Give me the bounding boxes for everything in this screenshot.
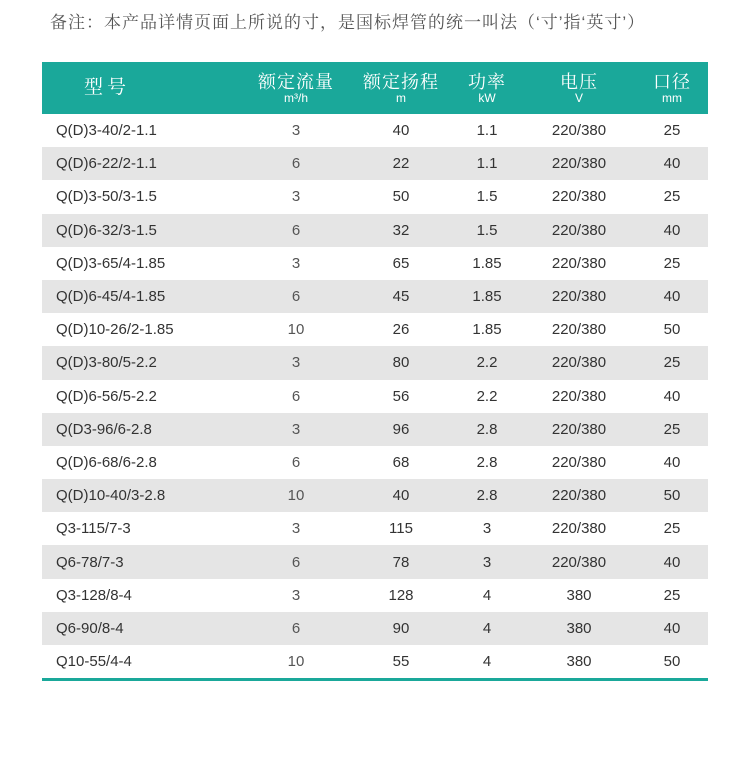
cell-voltage: 220/380	[551, 553, 607, 571]
cell-voltage: 220/380	[551, 354, 607, 372]
cell-flow: 3	[291, 188, 301, 206]
cell-flow: 6	[291, 453, 301, 471]
cell-caliber: 40	[663, 619, 681, 637]
cell-model: Q(D)6-56/5-2.2	[56, 387, 157, 405]
cell-caliber: 25	[663, 520, 681, 538]
cell-flow: 3	[291, 122, 301, 140]
cell-head: 90	[392, 619, 410, 637]
cell-model: Q(D)3-50/3-1.5	[56, 188, 157, 206]
cell-head: 128	[388, 586, 414, 604]
cell-power: 3	[482, 520, 492, 538]
cell-voltage: 220/380	[551, 122, 607, 140]
note-text: 备注：本产品详情页面上所说的寸，是国标焊管的统一叫法（‘寸’指‘英寸’）	[50, 13, 646, 32]
cell-voltage: 220/380	[551, 487, 607, 505]
cell-head: 115	[389, 520, 413, 538]
spec-table-container	[42, 62, 708, 681]
cell-caliber: 25	[663, 354, 681, 372]
cell-voltage: 220/380	[551, 321, 607, 339]
header-power-unit: kW	[478, 91, 496, 105]
table-row	[42, 380, 708, 413]
table-row	[42, 280, 708, 313]
table-row	[42, 645, 708, 678]
cell-head: 40	[392, 122, 410, 140]
spec-table	[42, 62, 708, 678]
cell-flow: 6	[291, 288, 301, 306]
cell-model: Q(D)6-22/2-1.1	[56, 155, 157, 173]
cell-head: 40	[392, 487, 410, 505]
cell-model: Q(D)10-26/2-1.85	[56, 321, 174, 339]
cell-model: Q6-78/7-3	[56, 553, 124, 571]
table-header	[42, 62, 708, 114]
cell-head: 78	[392, 553, 410, 571]
header-flow	[242, 62, 350, 114]
cell-power: 1.5	[476, 188, 498, 206]
header-voltage	[522, 62, 636, 114]
table-row	[42, 346, 708, 379]
header-caliber	[636, 62, 708, 114]
table-row	[42, 147, 708, 180]
cell-flow: 6	[291, 553, 301, 571]
header-flow-label: 额定流量	[258, 72, 334, 92]
cell-head: 65	[392, 254, 410, 272]
cell-voltage: 220/380	[551, 387, 607, 405]
cell-flow: 6	[291, 155, 301, 173]
cell-voltage: 220/380	[551, 520, 607, 538]
cell-head: 32	[392, 221, 410, 239]
cell-voltage: 220/380	[551, 288, 607, 306]
cell-caliber: 50	[663, 321, 681, 339]
cell-caliber: 40	[663, 288, 681, 306]
cell-power: 1.85	[472, 254, 502, 272]
cell-power: 2.8	[476, 487, 498, 505]
cell-caliber: 25	[663, 420, 681, 438]
cell-flow: 6	[291, 387, 301, 405]
cell-head: 55	[392, 653, 410, 671]
cell-head: 96	[392, 420, 410, 438]
header-model	[42, 62, 242, 114]
header-voltage-unit: V	[574, 91, 583, 105]
header-head-label: 额定扬程	[363, 72, 439, 92]
table-row	[42, 247, 708, 280]
header-power	[452, 62, 522, 114]
header-head-unit: m	[396, 91, 406, 105]
cell-flow: 10	[287, 653, 305, 671]
cell-voltage: 220/380	[551, 221, 607, 239]
cell-power: 1.1	[476, 155, 498, 173]
cell-caliber: 25	[663, 254, 681, 272]
cell-flow: 6	[291, 619, 301, 637]
cell-power: 4	[482, 653, 492, 671]
cell-power: 2.2	[476, 354, 498, 372]
cell-voltage: 380	[566, 653, 592, 671]
cell-model: Q(D3-96/6-2.8	[56, 420, 152, 438]
cell-voltage: 220/380	[551, 254, 607, 272]
cell-power: 4	[482, 619, 492, 637]
cell-caliber: 25	[663, 122, 681, 140]
header-caliber-label: 口径	[653, 72, 691, 92]
cell-flow: 3	[291, 586, 301, 604]
cell-model: Q(D)3-65/4-1.85	[56, 254, 166, 272]
cell-caliber: 25	[663, 586, 681, 604]
cell-power: 2.8	[476, 420, 498, 438]
cell-model: Q3-128/8-4	[56, 586, 132, 604]
cell-power: 4	[482, 586, 492, 604]
cell-voltage: 380	[566, 619, 592, 637]
table-row	[42, 114, 708, 147]
cell-power: 3	[482, 553, 492, 571]
cell-caliber: 40	[663, 453, 681, 471]
cell-flow: 10	[287, 321, 305, 339]
table-row	[42, 313, 708, 346]
cell-voltage: 220/380	[551, 188, 607, 206]
table-row	[42, 479, 708, 512]
cell-flow: 3	[291, 520, 301, 538]
cell-flow: 3	[291, 254, 301, 272]
cell-caliber: 40	[663, 155, 681, 173]
table-row	[42, 579, 708, 612]
cell-voltage: 220/380	[551, 453, 607, 471]
header-flow-unit: m³/h	[284, 91, 308, 105]
cell-flow: 3	[291, 354, 301, 372]
table-row	[42, 512, 708, 545]
cell-flow: 6	[291, 221, 301, 239]
header-head	[350, 62, 452, 114]
table-row	[42, 545, 708, 578]
cell-voltage: 220/380	[551, 420, 607, 438]
cell-power: 2.2	[476, 387, 498, 405]
cell-head: 56	[392, 387, 410, 405]
header-model-label: 型号	[84, 77, 131, 98]
cell-model: Q(D)6-32/3-1.5	[56, 221, 157, 239]
cell-model: Q(D)10-40/3-2.8	[56, 487, 166, 505]
cell-power: 1.5	[476, 221, 498, 239]
cell-model: Q(D)3-40/2-1.1	[56, 122, 157, 140]
cell-head: 45	[392, 288, 410, 306]
table-row	[42, 180, 708, 213]
table-row	[42, 446, 708, 479]
table-row	[42, 413, 708, 446]
cell-flow: 3	[291, 420, 301, 438]
cell-caliber: 50	[663, 653, 681, 671]
cell-power: 2.8	[476, 453, 498, 471]
table-bottom-border	[42, 678, 708, 681]
table-body	[42, 114, 708, 678]
header-row	[42, 62, 708, 114]
table-row	[42, 214, 708, 247]
cell-head: 22	[392, 155, 410, 173]
cell-caliber: 40	[663, 221, 681, 239]
cell-caliber: 40	[663, 553, 681, 571]
cell-model: Q(D)6-45/4-1.85	[56, 288, 166, 306]
cell-model: Q(D)3-80/5-2.2	[56, 354, 157, 372]
cell-caliber: 25	[663, 188, 681, 206]
cell-voltage: 380	[566, 586, 592, 604]
header-power-label: 功率	[468, 72, 506, 92]
cell-model: Q10-55/4-4	[56, 653, 132, 671]
cell-power: 1.85	[472, 288, 502, 306]
cell-voltage: 220/380	[551, 155, 607, 173]
cell-power: 1.1	[476, 122, 498, 140]
cell-model: Q6-90/8-4	[56, 619, 124, 637]
cell-model: Q3-115/7-3	[56, 520, 131, 538]
cell-power: 1.85	[472, 321, 502, 339]
cell-caliber: 50	[663, 487, 681, 505]
table-row	[42, 612, 708, 645]
header-voltage-label: 电压	[560, 72, 598, 92]
cell-flow: 10	[287, 487, 305, 505]
cell-head: 68	[392, 453, 410, 471]
cell-head: 26	[392, 321, 410, 339]
cell-head: 50	[392, 188, 410, 206]
cell-head: 80	[392, 354, 410, 372]
header-caliber-unit: mm	[662, 91, 682, 105]
cell-model: Q(D)6-68/6-2.8	[56, 453, 157, 471]
cell-caliber: 40	[663, 387, 681, 405]
